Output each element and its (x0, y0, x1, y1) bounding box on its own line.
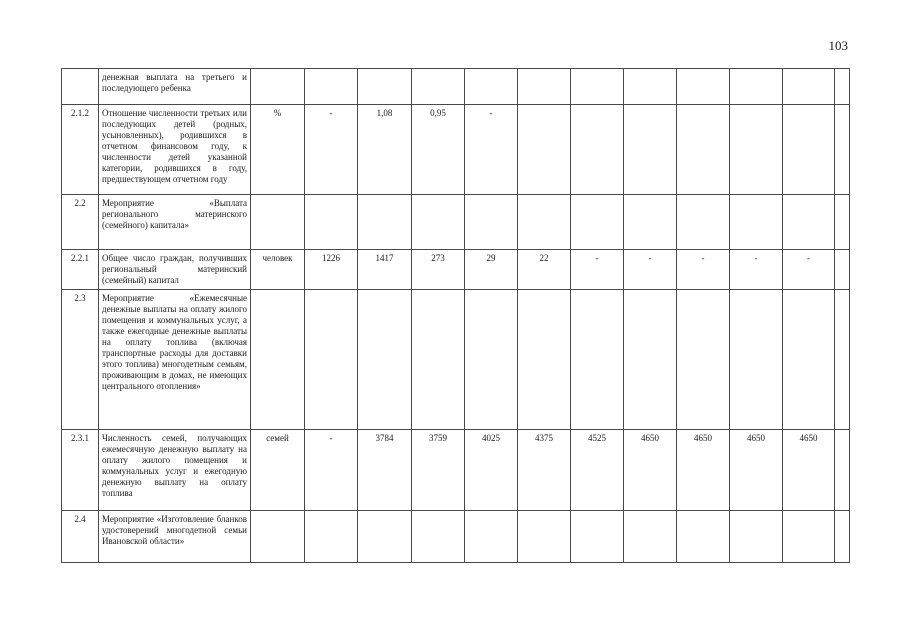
value-cell (571, 195, 624, 250)
value-cell (305, 195, 358, 250)
value-cell (358, 195, 412, 250)
value-cell: 4525 (571, 430, 624, 511)
value-cell: - (730, 250, 783, 290)
unit-cell: % (251, 105, 305, 195)
value-cell: - (677, 250, 730, 290)
value-cell: - (305, 105, 358, 195)
value-cell (730, 105, 783, 195)
row-number-cell (62, 69, 99, 105)
value-cell: 0,95 (412, 105, 465, 195)
value-cell: 1417 (358, 250, 412, 290)
value-cell: 29 (465, 250, 518, 290)
value-cell: - (571, 250, 624, 290)
value-cell (835, 69, 850, 105)
value-cell (677, 105, 730, 195)
value-cell (624, 105, 677, 195)
value-cell (624, 69, 677, 105)
value-cell: - (783, 250, 835, 290)
value-cell (835, 511, 850, 563)
table-row (62, 250, 850, 290)
value-cell: 273 (412, 250, 465, 290)
value-cell (677, 511, 730, 563)
value-cell (624, 195, 677, 250)
value-cell: - (624, 250, 677, 290)
row-number-cell: 2.3 (62, 290, 99, 430)
table-row (62, 511, 850, 563)
value-cell (518, 69, 571, 105)
table-row (62, 105, 850, 195)
value-cell (305, 511, 358, 563)
value-cell (518, 195, 571, 250)
value-cell: 4025 (465, 430, 518, 511)
value-cell (783, 69, 835, 105)
value-cell (571, 511, 624, 563)
row-number-cell: 2.1.2 (62, 105, 99, 195)
indicator-name-cell: Численность семей, получающих ежемесячную денежную выплату на оплату жилого помещения и коммунальных услуг и ежегодную денежную выплату на оплату топлива (99, 430, 251, 511)
indicator-name-cell: Мероприятие «Изготовление бланков удостоверений многодетной семьи Ивановской области» (99, 511, 251, 563)
value-cell: 3784 (358, 430, 412, 511)
unit-cell (251, 69, 305, 105)
value-cell (465, 69, 518, 105)
value-cell (465, 290, 518, 430)
value-cell (730, 290, 783, 430)
indicator-name-cell: Мероприятие «Ежемесячные денежные выплаты на оплату жилого помещения и коммунальных услуг, а также ежегодные денежные выплаты на оплату топлива (включая транспортные расходы для доставки этого топлива) многодетным семьям, проживающим в домах, не имеющих центрального отопления» (99, 290, 251, 430)
value-cell (624, 511, 677, 563)
value-cell (518, 105, 571, 195)
unit-cell (251, 195, 305, 250)
indicator-name-cell: денежная выплата на третьего и последующего ребенка (99, 69, 251, 105)
value-cell (677, 290, 730, 430)
page-number: 103 (828, 38, 848, 53)
unit-cell (251, 290, 305, 430)
unit-cell (251, 511, 305, 563)
value-cell (835, 105, 850, 195)
value-cell (358, 69, 412, 105)
value-cell (571, 69, 624, 105)
indicator-name-cell: Отношение численности третьих или последующих детей (родных, усыновленных), родившихся в отчетном финансовом году, к численности детей указанной категории, родившихся в году, предшествующем отчетном году (99, 105, 251, 195)
value-cell (835, 250, 850, 290)
table-row (62, 195, 850, 250)
value-cell (465, 195, 518, 250)
value-cell (571, 105, 624, 195)
value-cell (624, 290, 677, 430)
value-cell (412, 511, 465, 563)
value-cell (783, 195, 835, 250)
value-cell (412, 290, 465, 430)
value-cell (518, 511, 571, 563)
value-cell: 22 (518, 250, 571, 290)
value-cell (677, 69, 730, 105)
indicator-name-cell: Общее число граждан, получивших региональный материнский (семейный) капитал (99, 250, 251, 290)
value-cell: 4375 (518, 430, 571, 511)
value-cell (730, 195, 783, 250)
value-cell (412, 195, 465, 250)
row-number-cell: 2.2 (62, 195, 99, 250)
row-number-cell: 2.2.1 (62, 250, 99, 290)
value-cell (571, 290, 624, 430)
value-cell: 4650 (677, 430, 730, 511)
unit-cell: человек (251, 250, 305, 290)
row-number-cell: 2.4 (62, 511, 99, 563)
value-cell (305, 69, 358, 105)
value-cell (305, 290, 358, 430)
value-cell: 1226 (305, 250, 358, 290)
value-cell: 3759 (412, 430, 465, 511)
table-row (62, 430, 850, 511)
value-cell (518, 290, 571, 430)
value-cell (730, 69, 783, 105)
indicator-table (61, 68, 850, 563)
value-cell: 4650 (624, 430, 677, 511)
value-cell (783, 511, 835, 563)
value-cell (835, 195, 850, 250)
unit-cell: семей (251, 430, 305, 511)
value-cell: 1,08 (358, 105, 412, 195)
value-cell (835, 290, 850, 430)
table-row (62, 290, 850, 430)
value-cell (412, 69, 465, 105)
indicator-name-cell: Мероприятие «Выплата регионального материнского (семейного) капитала» (99, 195, 251, 250)
value-cell (358, 511, 412, 563)
value-cell (783, 290, 835, 430)
value-cell: 4650 (730, 430, 783, 511)
row-number-cell: 2.3.1 (62, 430, 99, 511)
value-cell: - (305, 430, 358, 511)
table-row (62, 69, 850, 105)
value-cell (358, 290, 412, 430)
value-cell (783, 105, 835, 195)
value-cell: - (465, 105, 518, 195)
value-cell (835, 430, 850, 511)
value-cell (730, 511, 783, 563)
value-cell (465, 511, 518, 563)
value-cell (677, 195, 730, 250)
value-cell: 4650 (783, 430, 835, 511)
